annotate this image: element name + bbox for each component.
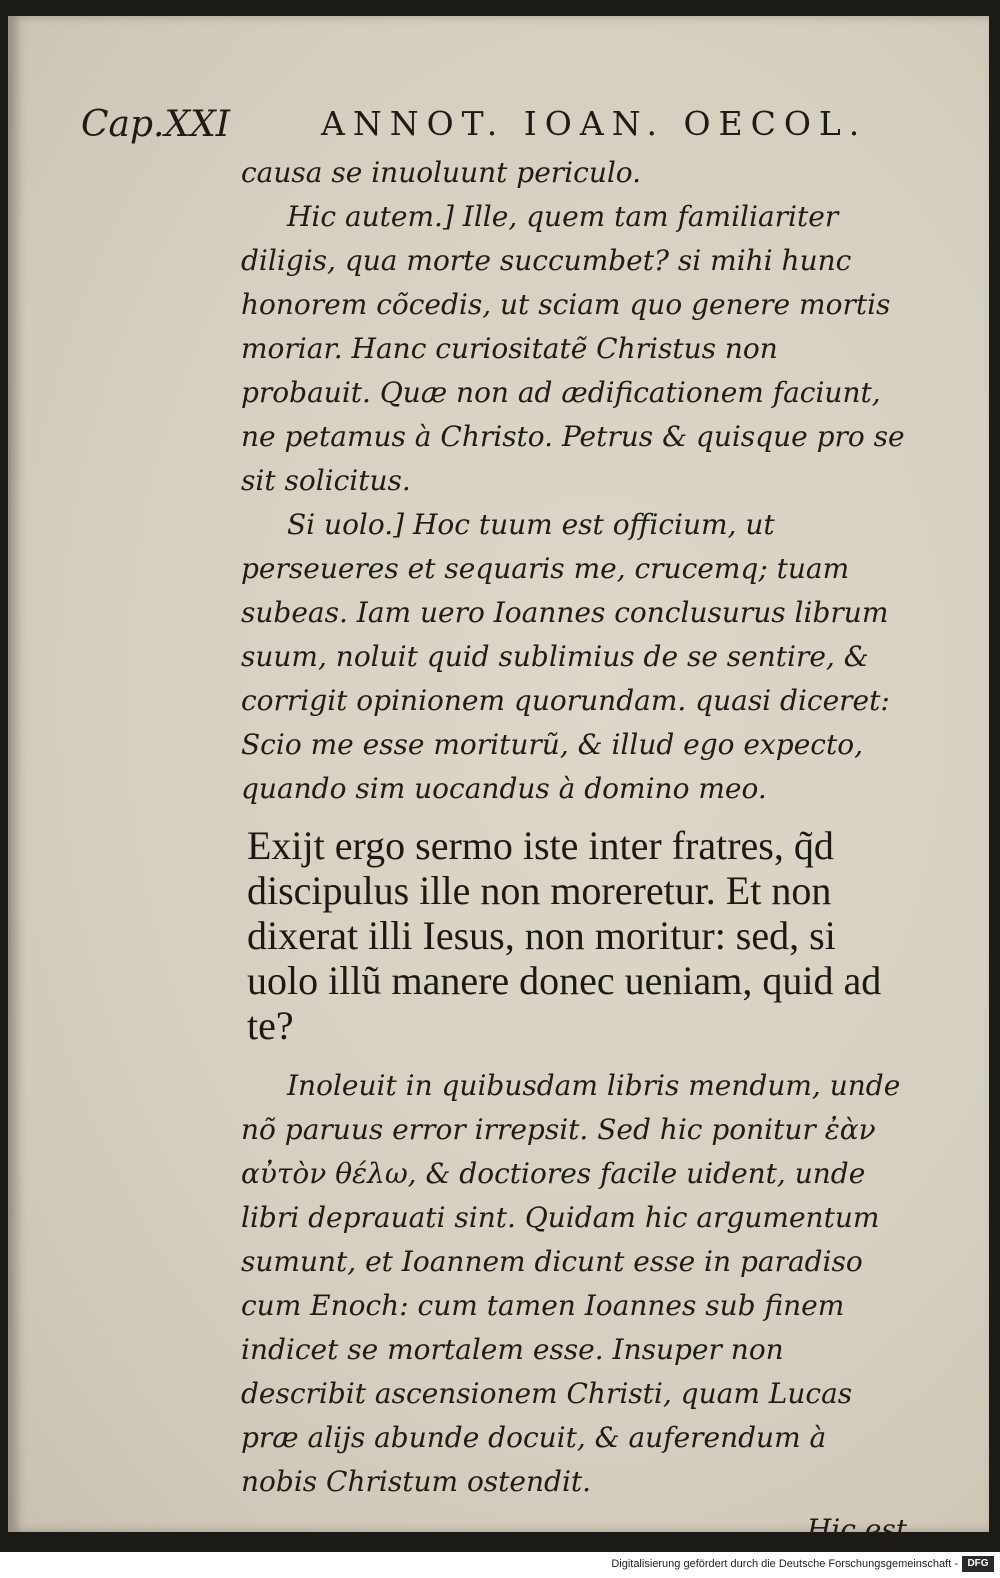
dfg-logo: DFG <box>962 1556 994 1572</box>
paragraph-hic-autem: Hic autem.] Ille, quem tam familiariter diligis, qua morte succumbet? si mihi hunc honorem cõcedis, ut sciam quo genere mortis moriar. Hanc curiositatẽ Christus non probauit. Quæ non ad ædificationem faciunt, ne petamus à Christo. Petrus & quisque pro se sit solicitus. <box>241 200 905 497</box>
page-body <box>241 151 911 1552</box>
book-page <box>8 16 989 1546</box>
paragraph-si-uolo: Si uolo.] Hoc tuum est officium, ut perseueres et sequaris me, crucemq; tuam subeas. Iam uero Ioannes conclusurus librum suum, noluit quid sublimius de se sentire, & corrigit opinionem quorundam. quasi diceret: Scio me esse moriturũ, & illud ego expecto, quando sim uocandus à domino meo. <box>241 508 890 805</box>
paragraph-inoleuit: Inoleuit in quibusdam libris mendum, unde nõ paruus error irrepsit. Sed hic ponitur ἐὰν αὐτὸν θέλω, & doctiores facile uident, unde libri deprauati sint. Quidam hic argumentum sumunt, et Ioannem dicunt esse in paradiso cum Enoch: cum tamen Ioannes sub finem indicet se mortalem esse. Insuper non describit ascensionem Christi, quam Lucas præ alijs abunde docuit, & auferendum à nobis Christum ostendit. <box>241 1069 901 1498</box>
digitization-footer <box>0 1552 1000 1578</box>
running-title: ANNOT. IOAN. OECOL. <box>321 104 868 143</box>
catchword: Hic est <box>806 1513 907 1546</box>
chapter-label: Cap.XXI <box>81 104 230 145</box>
scripture-passage: Exijt ergo sermo iste inter fratres, q̃d discipulus ille non moreretur. Et non dixerat illi Iesus, non moritur: sed, si uolo illũ manere donec ueniam, quid ad te? <box>247 823 882 1048</box>
funding-credit: Digitalisierung gefördert durch die Deutsche Forschungsgemeinschaft - <box>611 1558 958 1570</box>
continuation-line: causa se inuoluunt periculo. <box>241 156 642 189</box>
running-header <box>11 104 989 154</box>
